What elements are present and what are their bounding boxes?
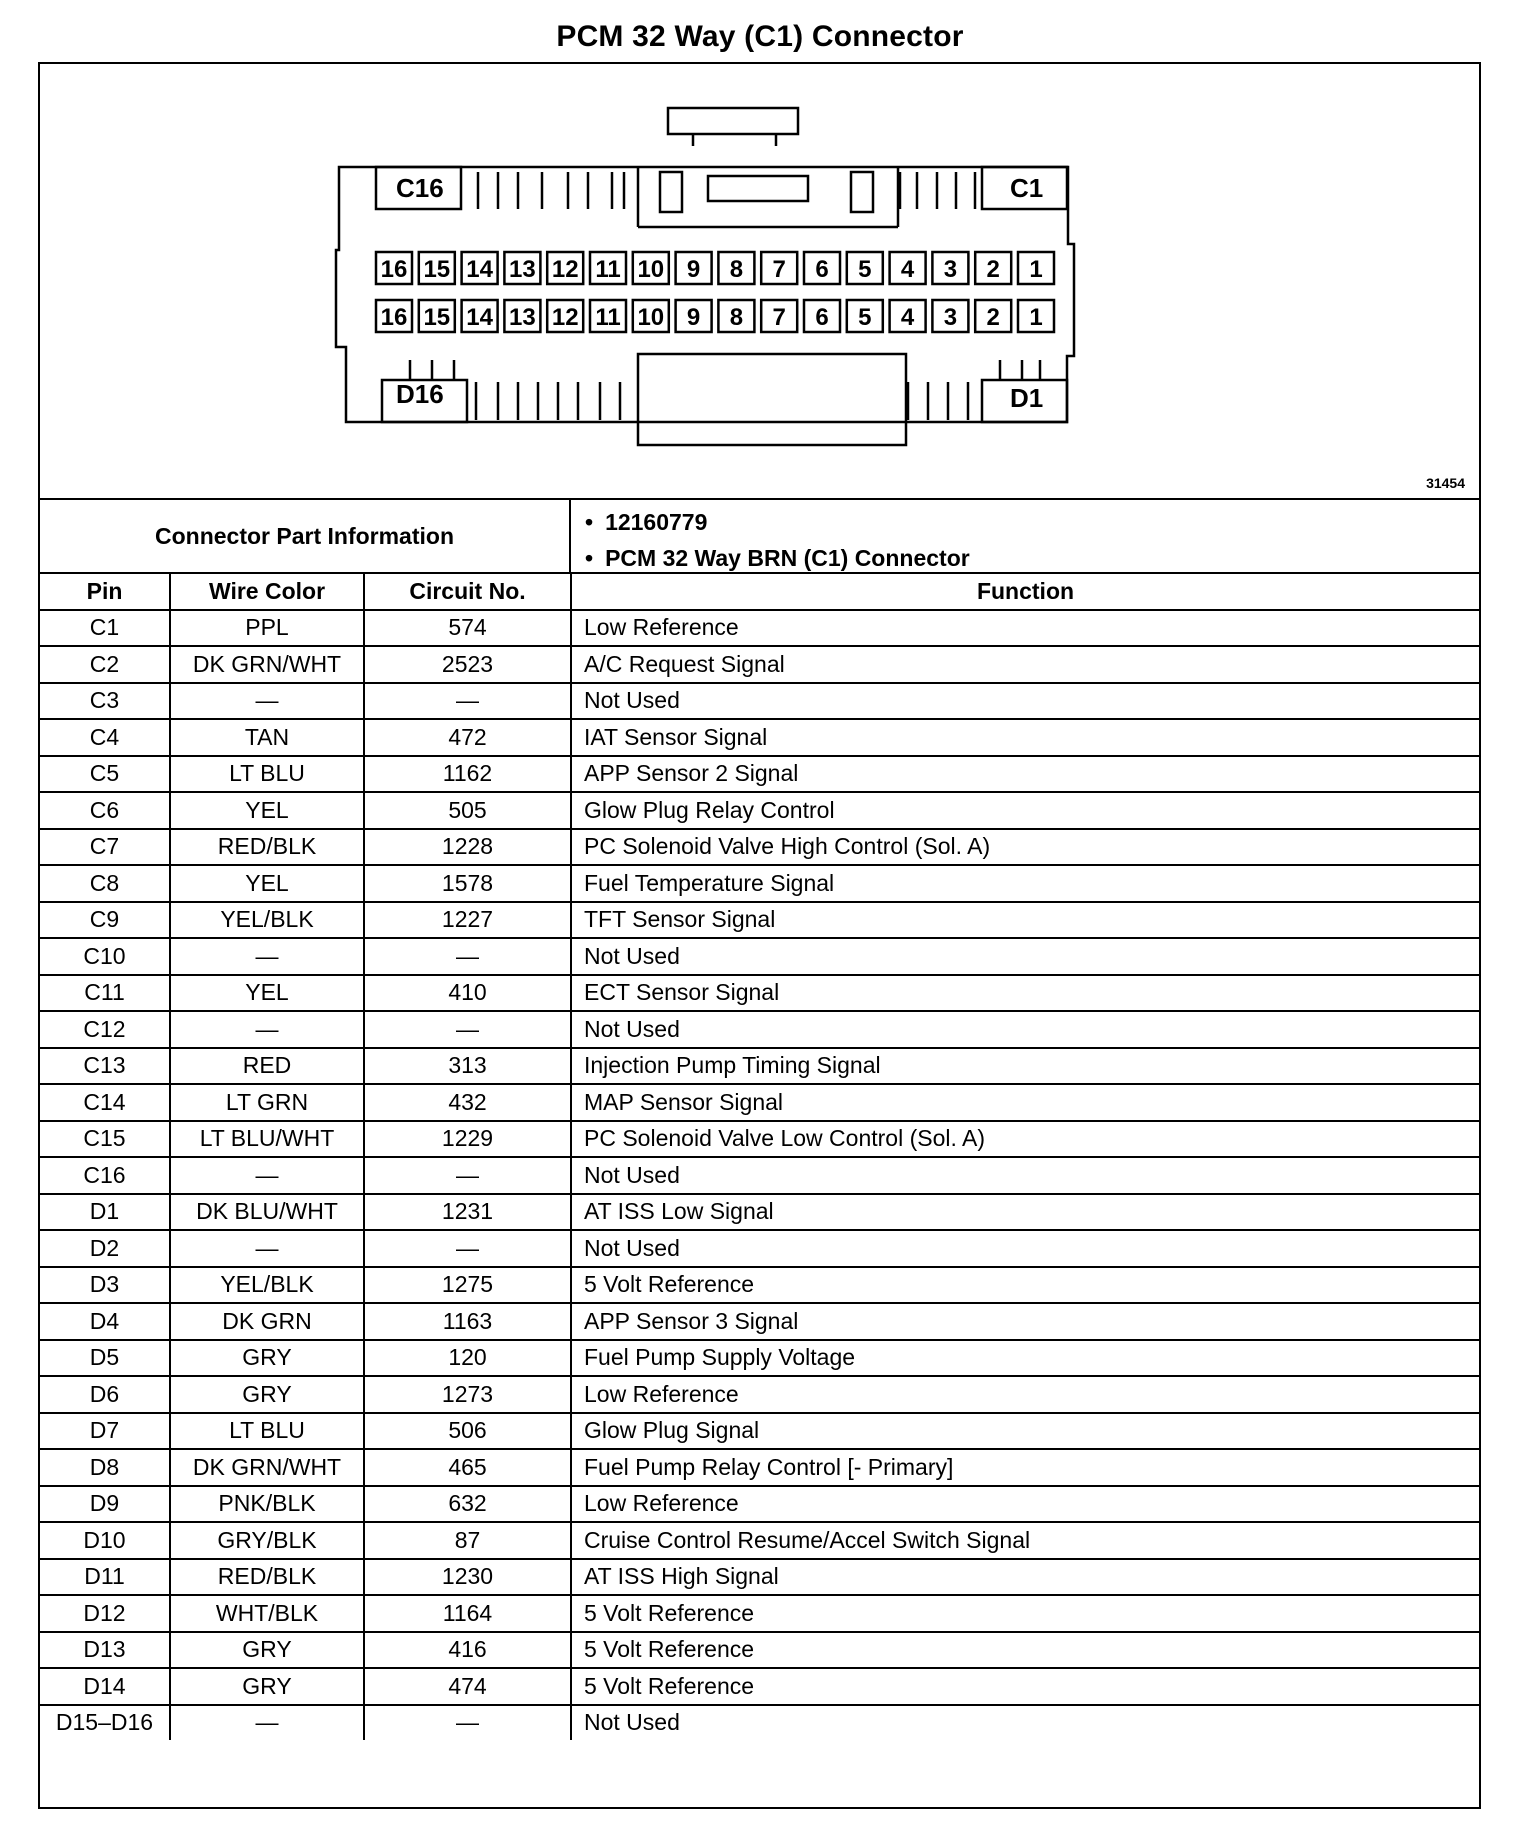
pin-number-d13: 13	[509, 304, 536, 331]
pin-cell: C10	[40, 938, 170, 975]
circuit-number-cell: 506	[364, 1413, 571, 1450]
circuit-number-cell: 1273	[364, 1376, 571, 1413]
wire-color-cell: RED/BLK	[170, 1559, 364, 1596]
pin-number-d8: 8	[729, 304, 744, 331]
wire-color-cell: PNK/BLK	[170, 1486, 364, 1523]
function-cell: Glow Plug Relay Control	[571, 792, 1479, 829]
function-cell: APP Sensor 2 Signal	[571, 756, 1479, 793]
circuit-number-cell: 120	[364, 1340, 571, 1377]
wire-color-cell: LT BLU/WHT	[170, 1121, 364, 1158]
table-row	[40, 1157, 1479, 1194]
table-row	[40, 1084, 1479, 1121]
circuit-number-cell: 574	[364, 610, 571, 647]
circuit-number-cell: 2523	[364, 646, 571, 683]
table-row	[40, 1595, 1479, 1632]
function-cell: Low Reference	[571, 610, 1479, 647]
table-row	[40, 1267, 1479, 1304]
table-row	[40, 719, 1479, 756]
table-row	[40, 1303, 1479, 1340]
pin-cell: D12	[40, 1595, 170, 1632]
function-cell: Injection Pump Timing Signal	[571, 1048, 1479, 1085]
table-row	[40, 610, 1479, 647]
table-row	[40, 1340, 1479, 1377]
pin-cell: D14	[40, 1668, 170, 1705]
pin-cell: D8	[40, 1449, 170, 1486]
table-row	[40, 938, 1479, 975]
pin-number-c14: 14	[466, 256, 493, 283]
pin-cell: C11	[40, 975, 170, 1012]
pin-number-c16: 16	[380, 256, 408, 283]
function-cell: A/C Request Signal	[571, 646, 1479, 683]
pin-number-c11: 11	[595, 256, 621, 283]
pin-cell: D6	[40, 1376, 170, 1413]
pin-cell: D7	[40, 1413, 170, 1450]
wire-color-cell: —	[170, 1157, 364, 1194]
label-d16: D16	[396, 379, 444, 409]
function-cell: PC Solenoid Valve Low Control (Sol. A)	[571, 1121, 1479, 1158]
pin-number-c10: 10	[637, 256, 665, 283]
pin-cell: C14	[40, 1084, 170, 1121]
pinout-table	[40, 574, 1479, 1740]
table-row	[40, 1413, 1479, 1450]
pin-cell: D5	[40, 1340, 170, 1377]
wire-color-cell: YEL	[170, 975, 364, 1012]
circuit-number-cell: —	[364, 938, 571, 975]
table-row	[40, 1449, 1479, 1486]
function-cell: Not Used	[571, 938, 1479, 975]
wire-color-cell: —	[170, 1705, 364, 1741]
circuit-number-cell: 1227	[364, 902, 571, 939]
pin-number-d12: 12	[551, 304, 579, 331]
pin-number-c12: 12	[551, 256, 579, 283]
wire-color-cell: GRY	[170, 1340, 364, 1377]
label-c1: C1	[1010, 173, 1044, 203]
label-d1: D1	[1010, 383, 1044, 413]
function-cell: IAT Sensor Signal	[571, 719, 1479, 756]
wire-color-cell: YEL/BLK	[170, 902, 364, 939]
function-cell: Not Used	[571, 1157, 1479, 1194]
circuit-number-cell: 313	[364, 1048, 571, 1085]
wire-color-cell: LT BLU	[170, 756, 364, 793]
pin-cell: C2	[40, 646, 170, 683]
wire-color-cell: —	[170, 1011, 364, 1048]
pin-number-c2: 2	[986, 256, 1000, 283]
pin-number-d15: 15	[423, 304, 451, 331]
function-cell: PC Solenoid Valve High Control (Sol. A)	[571, 829, 1479, 866]
pin-cell: C8	[40, 865, 170, 902]
pin-number-d9: 9	[686, 304, 701, 331]
function-cell: TFT Sensor Signal	[571, 902, 1479, 939]
table-row	[40, 1632, 1479, 1669]
pin-number-d1: 1	[1029, 304, 1043, 331]
circuit-number-cell: 505	[364, 792, 571, 829]
function-cell: Not Used	[571, 683, 1479, 720]
pin-number-c9: 9	[686, 256, 701, 283]
pin-number-d3: 3	[943, 304, 958, 331]
table-row	[40, 1194, 1479, 1231]
wire-color-cell: TAN	[170, 719, 364, 756]
pin-cell: D9	[40, 1486, 170, 1523]
circuit-number-cell: 1275	[364, 1267, 571, 1304]
table-row	[40, 865, 1479, 902]
header-circuit-no: Circuit No.	[364, 574, 571, 610]
pin-cell: C3	[40, 683, 170, 720]
wire-color-cell: GRY	[170, 1376, 364, 1413]
pin-cell: D15–D16	[40, 1705, 170, 1741]
pin-number-d16: 16	[380, 304, 408, 331]
wire-color-cell: PPL	[170, 610, 364, 647]
pin-cell: C5	[40, 756, 170, 793]
pin-number-c5: 5	[858, 256, 872, 283]
page-title: PCM 32 Way (C1) Connector	[556, 20, 964, 53]
pin-cell: C6	[40, 792, 170, 829]
function-cell: MAP Sensor Signal	[571, 1084, 1479, 1121]
pin-number-c4: 4	[900, 256, 915, 283]
pin-number-c6: 6	[815, 256, 829, 283]
circuit-number-cell: 1162	[364, 756, 571, 793]
circuit-number-cell: 1164	[364, 1595, 571, 1632]
circuit-number-cell: 1229	[364, 1121, 571, 1158]
table-row	[40, 1121, 1479, 1158]
pin-cell: C15	[40, 1121, 170, 1158]
connector-diagram-area	[40, 64, 1479, 500]
pin-number-c15: 15	[423, 256, 451, 283]
table-row	[40, 1376, 1479, 1413]
wire-color-cell: YEL	[170, 792, 364, 829]
function-cell: Fuel Pump Relay Control [- Primary]	[571, 1449, 1479, 1486]
pin-number-d14: 14	[466, 304, 493, 331]
pin-cell: C1	[40, 610, 170, 647]
circuit-number-cell: —	[364, 1011, 571, 1048]
function-cell: AT ISS Low Signal	[571, 1194, 1479, 1231]
pin-number-d7: 7	[772, 304, 786, 331]
wire-color-cell: RED/BLK	[170, 829, 364, 866]
part-info-list	[585, 504, 970, 576]
function-cell: 5 Volt Reference	[571, 1668, 1479, 1705]
pin-number-d10: 10	[637, 304, 665, 331]
pin-number-d5: 5	[858, 304, 872, 331]
part-description: • PCM 32 Way BRN (C1) Connector	[585, 540, 970, 576]
pin-cell: D1	[40, 1194, 170, 1231]
circuit-number-cell: 416	[364, 1632, 571, 1669]
pin-number-c7: 7	[772, 256, 786, 283]
function-cell: Low Reference	[571, 1486, 1479, 1523]
wire-color-cell: GRY	[170, 1668, 364, 1705]
pin-number-d2: 2	[986, 304, 1000, 331]
table-row	[40, 1668, 1479, 1705]
table-row	[40, 1230, 1479, 1267]
pin-number-d6: 6	[815, 304, 829, 331]
function-cell: Cruise Control Resume/Accel Switch Signal	[571, 1522, 1479, 1559]
circuit-number-cell: —	[364, 683, 571, 720]
circuit-number-cell: —	[364, 1705, 571, 1741]
circuit-number-cell: 1163	[364, 1303, 571, 1340]
label-c16: C16	[396, 173, 444, 203]
table-row	[40, 683, 1479, 720]
circuit-number-cell: 1228	[364, 829, 571, 866]
table-row	[40, 975, 1479, 1012]
circuit-number-cell: —	[364, 1230, 571, 1267]
function-cell: Fuel Temperature Signal	[571, 865, 1479, 902]
circuit-number-cell: 432	[364, 1084, 571, 1121]
header-function: Function	[571, 574, 1479, 610]
circuit-number-cell: —	[364, 1157, 571, 1194]
wire-color-cell: GRY/BLK	[170, 1522, 364, 1559]
pin-number-c13: 13	[509, 256, 536, 283]
table-row	[40, 1048, 1479, 1085]
pin-cell: D11	[40, 1559, 170, 1596]
wire-color-cell: RED	[170, 1048, 364, 1085]
wire-color-cell: LT GRN	[170, 1084, 364, 1121]
circuit-number-cell: 472	[364, 719, 571, 756]
table-row	[40, 1486, 1479, 1523]
function-cell: 5 Volt Reference	[571, 1632, 1479, 1669]
function-cell: Low Reference	[571, 1376, 1479, 1413]
pin-number-d11: 11	[595, 304, 621, 331]
function-cell: ECT Sensor Signal	[571, 975, 1479, 1012]
pin-cell: C12	[40, 1011, 170, 1048]
table-row	[40, 646, 1479, 683]
circuit-number-cell: 1578	[364, 865, 571, 902]
wire-color-cell: —	[170, 683, 364, 720]
connector-diagram	[40, 64, 1481, 498]
function-cell: 5 Volt Reference	[571, 1595, 1479, 1632]
function-cell: Not Used	[571, 1705, 1479, 1741]
table-row	[40, 829, 1479, 866]
figure-number: 31454	[1426, 475, 1465, 491]
pin-cell: D13	[40, 1632, 170, 1669]
wire-color-cell: LT BLU	[170, 1413, 364, 1450]
function-cell: Fuel Pump Supply Voltage	[571, 1340, 1479, 1377]
table-header-row	[40, 574, 1479, 610]
wire-color-cell: DK GRN/WHT	[170, 646, 364, 683]
circuit-number-cell: 87	[364, 1522, 571, 1559]
circuit-number-cell: 474	[364, 1668, 571, 1705]
wire-color-cell: YEL	[170, 865, 364, 902]
part-number: • 12160779	[585, 504, 970, 540]
pin-cell: C16	[40, 1157, 170, 1194]
wire-color-cell: —	[170, 938, 364, 975]
pin-cell: D3	[40, 1267, 170, 1304]
circuit-number-cell: 632	[364, 1486, 571, 1523]
pin-cell: C7	[40, 829, 170, 866]
header-pin: Pin	[40, 574, 170, 610]
table-row	[40, 1705, 1479, 1741]
wire-color-cell: —	[170, 1230, 364, 1267]
pin-cell: D10	[40, 1522, 170, 1559]
circuit-number-cell: 1231	[364, 1194, 571, 1231]
pin-number-d4: 4	[900, 304, 915, 331]
table-row	[40, 902, 1479, 939]
wire-color-cell: DK GRN	[170, 1303, 364, 1340]
pin-cell: C13	[40, 1048, 170, 1085]
function-cell: AT ISS High Signal	[571, 1559, 1479, 1596]
function-cell: Not Used	[571, 1230, 1479, 1267]
header-wire-color: Wire Color	[170, 574, 364, 610]
function-cell: Not Used	[571, 1011, 1479, 1048]
connector-part-information	[40, 500, 1479, 574]
part-info-label: Connector Part Information	[40, 500, 571, 572]
function-cell: Glow Plug Signal	[571, 1413, 1479, 1450]
pin-cell: D4	[40, 1303, 170, 1340]
pin-cell: D2	[40, 1230, 170, 1267]
function-cell: 5 Volt Reference	[571, 1267, 1479, 1304]
table-row	[40, 1559, 1479, 1596]
circuit-number-cell: 1230	[364, 1559, 571, 1596]
wire-color-cell: WHT/BLK	[170, 1595, 364, 1632]
table-row	[40, 756, 1479, 793]
circuit-number-cell: 410	[364, 975, 571, 1012]
pin-cell: C4	[40, 719, 170, 756]
connector-sheet	[38, 62, 1481, 1809]
table-row	[40, 1011, 1479, 1048]
table-row	[40, 792, 1479, 829]
wire-color-cell: GRY	[170, 1632, 364, 1669]
pin-number-c8: 8	[729, 256, 744, 283]
table-row	[40, 1522, 1479, 1559]
pin-cell: C9	[40, 902, 170, 939]
pin-number-c3: 3	[943, 256, 958, 283]
wire-color-cell: DK GRN/WHT	[170, 1449, 364, 1486]
wire-color-cell: YEL/BLK	[170, 1267, 364, 1304]
wire-color-cell: DK BLU/WHT	[170, 1194, 364, 1231]
circuit-number-cell: 465	[364, 1449, 571, 1486]
function-cell: APP Sensor 3 Signal	[571, 1303, 1479, 1340]
pin-number-c1: 1	[1029, 256, 1043, 283]
